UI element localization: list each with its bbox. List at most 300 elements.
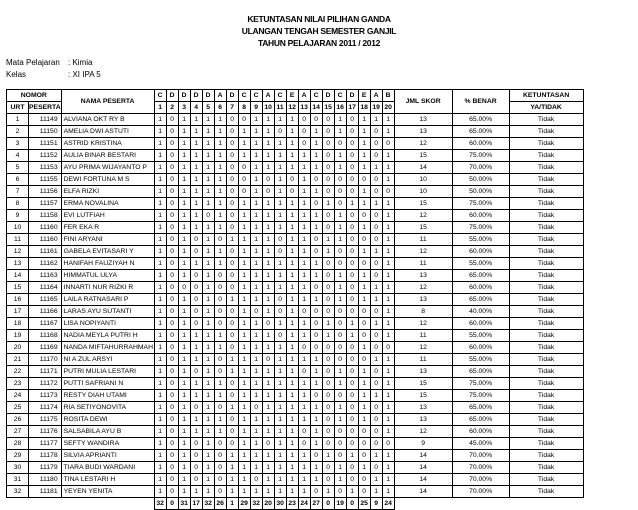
answer-cell: 0 [166,438,178,450]
answer-cell: 0 [166,174,178,186]
answer-cell: 0 [334,306,346,318]
answer-key-cell: A [370,90,382,102]
answer-cell: 1 [214,342,226,354]
answer-cell: 1 [382,246,394,258]
answer-cell: 1 [262,282,274,294]
answer-cell: 1 [202,162,214,174]
answer-cell: 1 [226,450,238,462]
row-number: 23 [7,378,29,390]
answer-cell: 1 [214,258,226,270]
table-row [7,318,584,330]
answer-cell: 0 [166,378,178,390]
answer-cell: 1 [226,462,238,474]
row-number: 7 [7,186,29,198]
answer-cell: 1 [178,162,190,174]
table-row [7,246,584,258]
answer-cell: 1 [286,354,298,366]
answer-cell: 0 [166,450,178,462]
percent-cell: 75.00% [452,198,509,210]
row-number: 16 [7,294,29,306]
class-value: : XI IPA 5 [68,70,101,79]
answer-cell: 1 [226,474,238,486]
ketuntasan-cell: Tidak [509,378,583,390]
answer-cell: 1 [190,354,202,366]
answer-cell: 0 [226,174,238,186]
answer-cell: 1 [178,150,190,162]
answer-cell: 1 [286,450,298,462]
answer-cell: 0 [382,342,394,354]
answer-cell: 1 [358,186,370,198]
score-cell: 12 [394,318,452,330]
total-cell: 26 [214,498,226,510]
answer-cell: 1 [202,138,214,150]
answer-cell: 1 [370,486,382,498]
answer-cell: 0 [286,174,298,186]
answer-cell: 0 [310,486,322,498]
percent-cell: 65.00% [452,402,509,414]
score-cell: 13 [394,294,452,306]
answer-cell: 1 [154,306,166,318]
answer-cell: 1 [358,378,370,390]
table-row [7,222,584,234]
answer-cell: 1 [214,150,226,162]
answer-cell: 0 [226,378,238,390]
answer-cell: 0 [238,174,250,186]
answer-cell: 1 [262,366,274,378]
table-row [7,306,584,318]
answer-cell: 1 [274,342,286,354]
answer-cell: 1 [298,162,310,174]
answer-cell: 1 [214,174,226,186]
percent-cell: 70.00% [452,162,509,174]
answer-cell: 1 [262,474,274,486]
answer-cell: 1 [214,210,226,222]
score-cell: 11 [394,258,452,270]
answer-cell: 0 [274,306,286,318]
answer-cell: 1 [310,474,322,486]
ketuntasan-cell: Tidak [509,474,583,486]
answer-cell: 1 [286,378,298,390]
participant-id: 11164 [29,282,62,294]
answer-cell: 1 [238,414,250,426]
answer-cell: 1 [190,114,202,126]
row-number: 18 [7,318,29,330]
answer-cell: 0 [214,294,226,306]
answer-key-cell: D [322,90,334,102]
score-cell: 14 [394,462,452,474]
answer-cell: 1 [274,174,286,186]
row-number: 4 [7,150,29,162]
table-row [7,234,584,246]
answer-cell: 1 [214,138,226,150]
answer-cell: 0 [358,330,370,342]
answer-cell: 1 [262,330,274,342]
answer-cell: 1 [274,414,286,426]
answer-cell: 1 [190,126,202,138]
answer-cell: 1 [274,186,286,198]
answer-cell: 1 [262,234,274,246]
participant-name: NANDA MIFTAHURRAHMAH [61,342,154,354]
answer-cell: 0 [214,486,226,498]
answer-cell: 1 [238,234,250,246]
answer-cell: 1 [286,210,298,222]
answer-cell: 0 [262,318,274,330]
answer-cell: 1 [382,198,394,210]
row-number: 26 [7,414,29,426]
answer-cell: 0 [322,342,334,354]
percent-cell: 75.00% [452,222,509,234]
answer-cell: 1 [214,330,226,342]
answer-cell: 1 [358,390,370,402]
answer-cell: 1 [202,426,214,438]
answer-cell: 1 [298,210,310,222]
participant-id: 11179 [29,462,62,474]
answer-cell: 0 [382,138,394,150]
answer-cell: 0 [190,450,202,462]
answer-cell: 1 [370,294,382,306]
answer-cell: 1 [286,306,298,318]
answer-cell: 1 [214,198,226,210]
answer-cell: 0 [322,462,334,474]
answer-cell: 0 [166,258,178,270]
answer-cell: 1 [250,390,262,402]
answer-cell: 1 [154,210,166,222]
answer-cell: 0 [334,186,346,198]
answer-cell: 0 [226,198,238,210]
row-number: 3 [7,138,29,150]
answer-cell: 1 [154,486,166,498]
answer-cell: 1 [202,258,214,270]
answer-cell: 0 [322,210,334,222]
answer-key-cell: C [154,90,166,102]
score-cell: 13 [394,114,452,126]
answer-cell: 0 [262,174,274,186]
answer-cell: 1 [262,126,274,138]
answer-cell: 0 [322,150,334,162]
answer-cell: 1 [154,474,166,486]
answer-cell: 1 [274,378,286,390]
answer-cell: 1 [298,462,310,474]
ketuntasan-cell: Tidak [509,282,583,294]
ketuntasan-cell: Tidak [509,234,583,246]
answer-cell: 1 [286,342,298,354]
participant-name: YEYEN YENITA [61,486,154,498]
answer-cell: 1 [298,270,310,282]
table-row [7,450,584,462]
answer-cell: 0 [310,198,322,210]
percent-cell: 65.00% [452,126,509,138]
answer-cell: 0 [214,318,226,330]
answer-cell: 1 [190,186,202,198]
ketuntasan-cell: Tidak [509,294,583,306]
total-cell: 32 [154,498,166,510]
answer-cell: 0 [346,354,358,366]
answer-cell: 0 [262,438,274,450]
score-cell: 12 [394,246,452,258]
participant-id: 11160 [29,222,62,234]
question-number-cell: 8 [238,102,250,114]
answer-cell: 0 [370,378,382,390]
answer-cell: 1 [178,138,190,150]
answer-cell: 0 [346,342,358,354]
answer-cell: 1 [310,186,322,198]
answer-cell: 1 [178,402,190,414]
nomor-header: NOMOR [7,90,62,102]
answer-cell: 0 [190,282,202,294]
percent-cell: 65.00% [452,294,509,306]
answer-cell: 1 [190,258,202,270]
table-row [7,294,584,306]
total-cell: 23 [286,498,298,510]
answer-cell: 0 [370,342,382,354]
answer-cell: 1 [250,462,262,474]
participant-id: 11153 [29,162,62,174]
answer-cell: 1 [334,294,346,306]
answer-cell: 0 [190,306,202,318]
percent-cell: 65.00% [452,114,509,126]
answer-cell: 1 [250,318,262,330]
answer-cell: 0 [334,318,346,330]
answer-cell: 1 [358,138,370,150]
answer-cell: 1 [274,450,286,462]
answer-cell: 0 [166,114,178,126]
answer-cell: 0 [190,474,202,486]
report-title: KETUNTASAN NILAI PILIHAN GANDA [247,14,391,24]
answer-cell: 1 [346,450,358,462]
table-row [7,474,584,486]
answer-cell: 1 [274,366,286,378]
answer-cell: 0 [166,426,178,438]
table-row [7,390,584,402]
answer-cell: 1 [238,258,250,270]
answer-cell: 1 [310,150,322,162]
answer-cell: 0 [370,402,382,414]
answer-cell: 1 [250,366,262,378]
row-number: 6 [7,174,29,186]
ketuntasan-cell: Tidak [509,354,583,366]
answer-cell: 1 [178,462,190,474]
participant-id: 11170 [29,354,62,366]
answer-cell: 0 [358,318,370,330]
answer-cell: 1 [370,354,382,366]
answer-cell: 1 [238,210,250,222]
answer-cell: 0 [214,474,226,486]
answer-cell: 1 [154,426,166,438]
answer-cell: 0 [298,426,310,438]
table-row [7,330,584,342]
answer-cell: 1 [238,270,250,282]
participant-name: DEWI FORTUNA M S [61,174,154,186]
answer-cell: 0 [358,174,370,186]
percent-cell: 50.00% [452,174,509,186]
answer-cell: 1 [382,126,394,138]
class-label: Kelas [6,70,27,79]
answer-cell: 1 [370,246,382,258]
ketuntasan-cell: Tidak [509,366,583,378]
participant-id: 11152 [29,150,62,162]
answer-cell: 0 [250,474,262,486]
answer-cell: 0 [298,138,310,150]
answer-cell: 1 [298,234,310,246]
answer-cell: 1 [310,426,322,438]
answer-cell: 1 [202,318,214,330]
answer-cell: 1 [238,474,250,486]
participant-name: ROSITA DEWI [61,414,154,426]
answer-cell: 0 [238,162,250,174]
answer-cell: 0 [226,114,238,126]
answer-cell: 1 [274,486,286,498]
answer-cell: 1 [370,282,382,294]
answer-cell: 1 [382,426,394,438]
answer-cell: 0 [310,246,322,258]
answer-cell: 0 [226,138,238,150]
participant-name: RESTY DIAH UTAMI [61,390,154,402]
percent-cell: 70.00% [452,486,509,498]
table-row [7,150,584,162]
answer-cell: 1 [310,162,322,174]
answer-cell: 1 [370,162,382,174]
answer-cell: 1 [262,342,274,354]
participant-id: 11150 [29,126,62,138]
total-cell: 9 [370,498,382,510]
answer-cell: 1 [286,126,298,138]
answer-cell: 1 [334,234,346,246]
answer-cell: 0 [322,402,334,414]
answer-cell: 0 [286,186,298,198]
answer-cell: 0 [334,426,346,438]
total-cell: 17 [190,498,202,510]
answer-cell: 0 [334,450,346,462]
answer-cell: 1 [154,354,166,366]
table-row [7,354,584,366]
answer-cell: 0 [370,126,382,138]
answer-cell: 1 [262,222,274,234]
participant-name: ALVIANA OKT RY B [61,114,154,126]
answer-cell: 1 [370,390,382,402]
row-number: 8 [7,198,29,210]
answer-cell: 1 [154,462,166,474]
answer-cell: 1 [262,426,274,438]
answer-cell: 1 [202,438,214,450]
score-cell: 12 [394,342,452,354]
question-number-cell: 2 [166,102,178,114]
answer-cell: 1 [382,282,394,294]
answer-cell: 0 [322,366,334,378]
answer-cell: 0 [166,234,178,246]
answer-cell: 1 [202,330,214,342]
answer-cell: 0 [322,294,334,306]
row-number: 21 [7,354,29,366]
answer-cell: 0 [346,438,358,450]
answer-cell: 0 [166,138,178,150]
answer-cell: 0 [370,330,382,342]
answer-cell: 1 [238,342,250,354]
answer-cell: 1 [178,258,190,270]
answer-key-cell: E [358,90,370,102]
answer-cell: 1 [190,222,202,234]
ketuntasan-cell: Tidak [509,150,583,162]
answer-cell: 1 [310,210,322,222]
percent-cell: 60.00% [452,138,509,150]
answer-cell: 0 [322,282,334,294]
answer-cell: 0 [274,330,286,342]
answer-cell: 1 [286,282,298,294]
answer-cell: 1 [274,462,286,474]
percent-cell: 70.00% [452,450,509,462]
answer-cell: 0 [334,174,346,186]
score-cell: 13 [394,126,452,138]
answer-cell: 0 [310,330,322,342]
ketuntasan-cell: Tidak [509,402,583,414]
answer-cell: 0 [358,210,370,222]
answer-cell: 0 [310,450,322,462]
percent-cell: 65.00% [452,414,509,426]
percent-cell: 55.00% [452,258,509,270]
answer-cell: 1 [286,270,298,282]
participant-name: TIARA BUDI WARDANI [61,462,154,474]
answer-cell: 1 [358,294,370,306]
answer-cell: 0 [166,330,178,342]
answer-cell: 1 [154,126,166,138]
answer-key-cell: D [202,90,214,102]
answer-cell: 1 [178,426,190,438]
participant-name: LAILA RATNASARI P [61,294,154,306]
score-table [6,89,584,510]
answer-cell: 0 [322,426,334,438]
answer-key-cell: C [250,90,262,102]
answer-cell: 0 [226,390,238,402]
percent-cell: 75.00% [452,378,509,390]
row-number: 15 [7,282,29,294]
answer-cell: 0 [226,330,238,342]
answer-cell: 1 [226,354,238,366]
answer-cell: 1 [250,426,262,438]
answer-cell: 0 [310,114,322,126]
answer-cell: 1 [274,438,286,450]
total-cell: 24 [298,498,310,510]
participant-name: TINA LESTARI H [61,474,154,486]
percent-cell: 70.00% [452,474,509,486]
row-number: 14 [7,270,29,282]
answer-cell: 0 [190,270,202,282]
row-number: 30 [7,462,29,474]
answer-cell: 1 [202,450,214,462]
answer-cell: 1 [262,270,274,282]
answer-cell: 1 [238,306,250,318]
question-number-cell: 11 [274,102,286,114]
answer-cell: 1 [250,114,262,126]
answer-cell: 0 [166,390,178,402]
table-row [7,378,584,390]
answer-cell: 0 [334,438,346,450]
answer-cell: 0 [166,246,178,258]
participant-id: 11162 [29,258,62,270]
answer-cell: 1 [262,258,274,270]
answer-cell: 1 [286,402,298,414]
answer-key-cell: C [310,90,322,102]
row-number: 28 [7,438,29,450]
answer-cell: 1 [382,450,394,462]
answer-cell: 1 [274,270,286,282]
answer-cell: 0 [370,150,382,162]
answer-cell: 0 [346,174,358,186]
row-number: 19 [7,330,29,342]
answer-cell: 0 [298,114,310,126]
ketuntasan-cell: Tidak [509,222,583,234]
answer-cell: 0 [274,126,286,138]
ketuntasan-cell: Tidak [509,246,583,258]
answer-cell: 0 [226,186,238,198]
